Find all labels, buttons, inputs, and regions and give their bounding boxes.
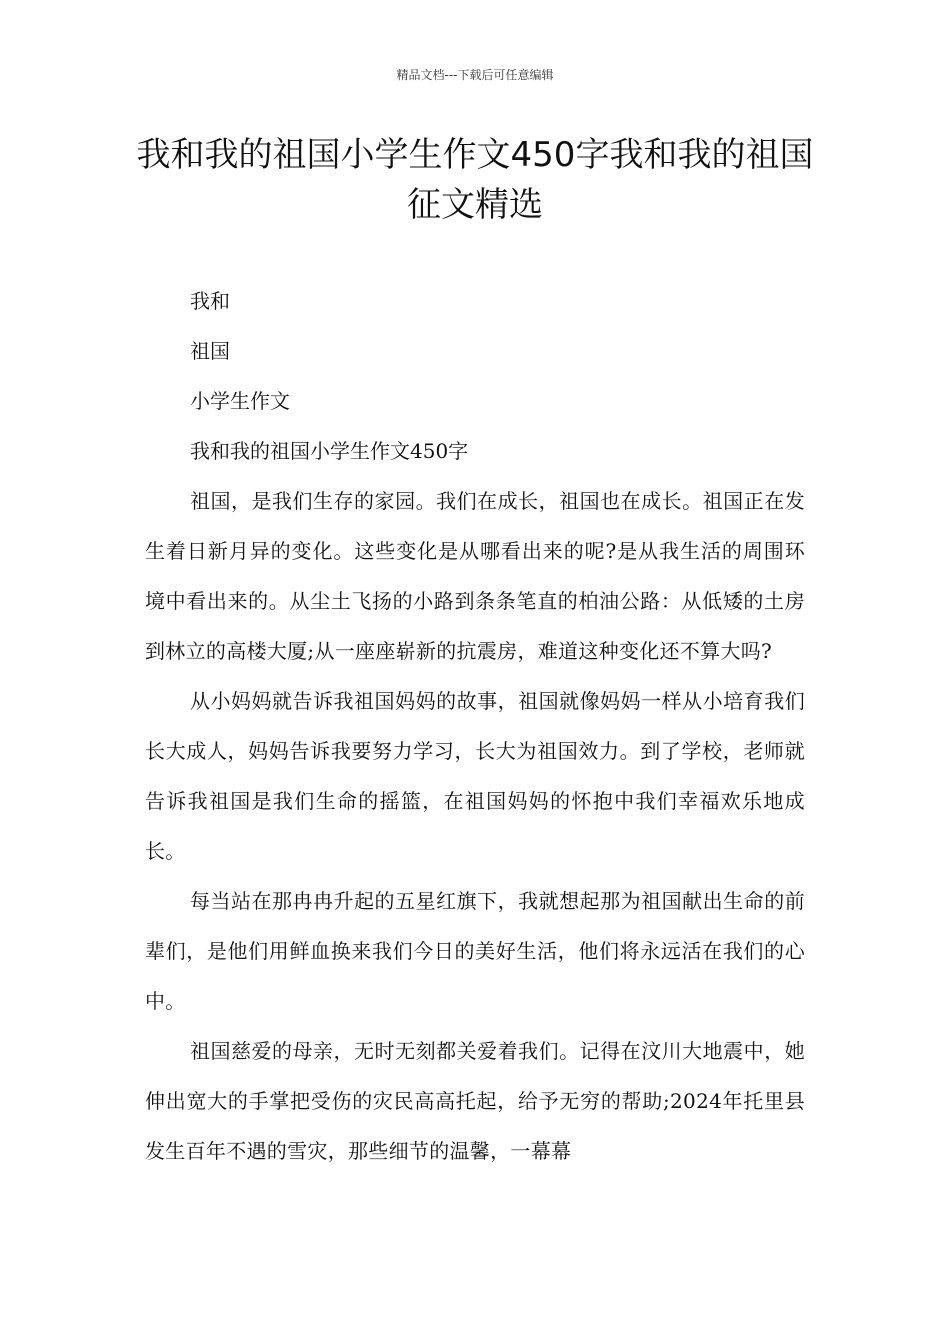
body-paragraph: 从小妈妈就告诉我祖国妈妈的故事，祖国就像妈妈一样从小培育我们长大成人，妈妈告诉我要努力学习，长大为祖国效力。到了学校，老师就告诉我祖国是我们生命的摇篮，在祖国妈妈的怀抱中我们幸福欢乐地成长。 <box>145 689 805 863</box>
body-paragraph: 每当站在那冉冉升起的五星红旗下，我就想起那为祖国献出生命的前辈们，是他们用鲜血换来我们今日的美好生活，他们将永远活在我们的心中。 <box>145 889 805 1013</box>
body-line: 祖国 <box>190 339 230 363</box>
body-paragraph: 祖国，是我们生存的家园。我们在成长，祖国也在成长。祖国正在发生着日新月异的变化。这些变化是从哪看出来的呢?是从我生活的周围环境中看出来的。从尘土飞扬的小路到条条笔直的柏油公路：从低矮的土房到林立的高楼大厦;从一座座崭新的抗震房，难道这种变化还不算大吗? <box>145 489 805 663</box>
body-line: 我和 <box>190 289 230 313</box>
document-body <box>145 276 805 1176</box>
body-line: 我和我的祖国小学生作文450字 <box>190 439 469 463</box>
document-title: 我和我的祖国小学生作文450字我和我的祖国征文精选 <box>136 135 814 225</box>
document-header-note: 精品文档---下载后可任意编辑 <box>396 68 554 82</box>
body-line: 小学生作文 <box>190 389 290 413</box>
body-paragraph: 祖国慈爱的母亲，无时无刻都关爱着我们。记得在汶川大地震中，她伸出宽大的手掌把受伤的灾民高高托起，给予无穷的帮助;2024年托里县发生百年不遇的雪灾，那些细节的温馨，一幕幕 <box>145 1039 805 1163</box>
